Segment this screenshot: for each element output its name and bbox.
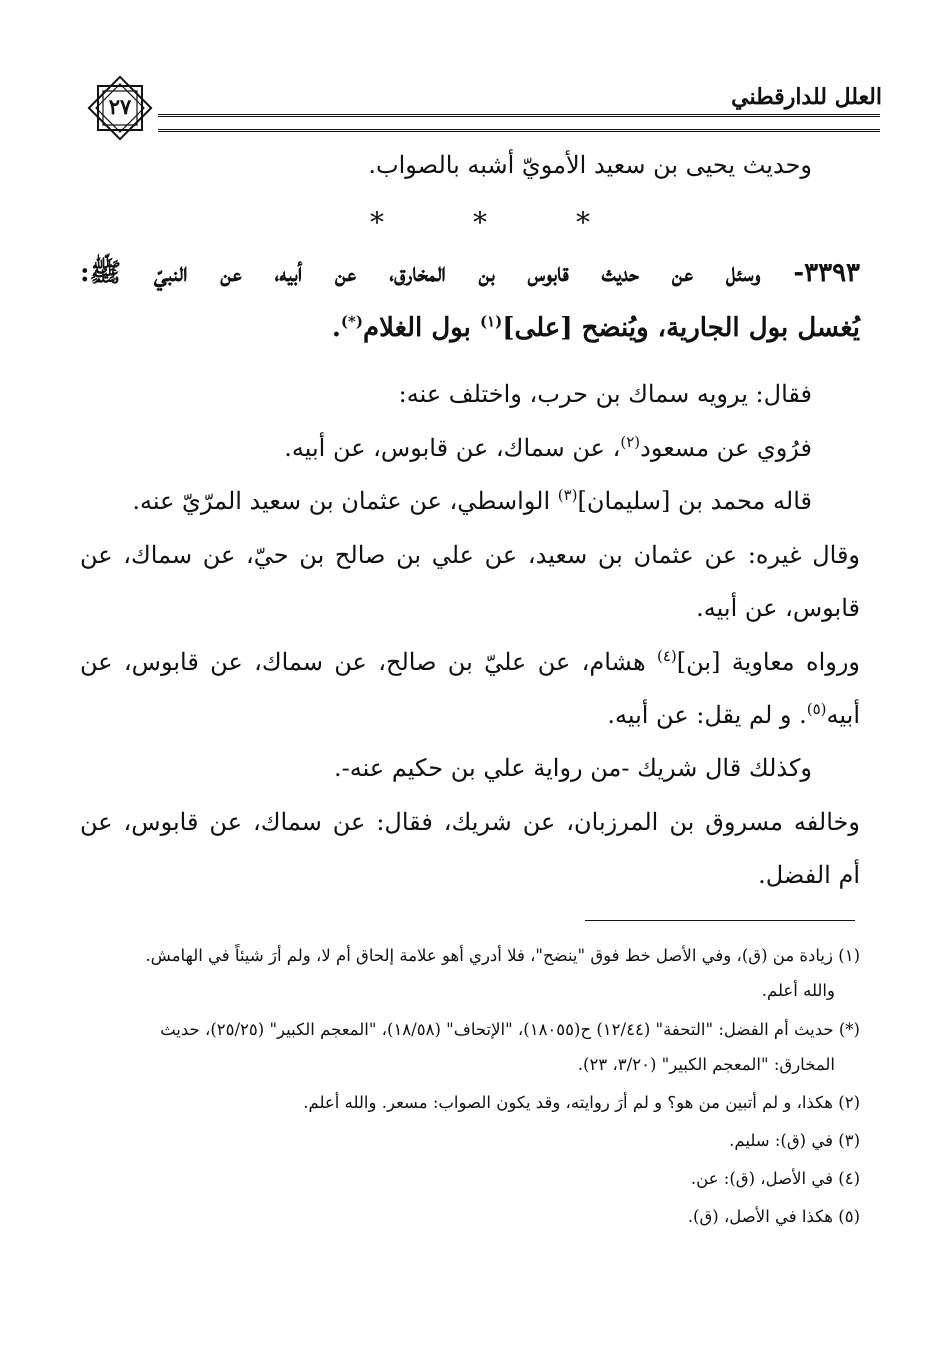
separator-star: * [473, 206, 487, 239]
section-separator [370, 206, 590, 239]
footnote-line: (٥) هكذا في الأصل، (ق). [687, 1207, 860, 1226]
footnote-ref: (٣) [557, 486, 578, 504]
footnote-line: (٣) في (ق): سليم. [729, 1131, 860, 1150]
footnote-line: والله أعلم. [761, 981, 835, 1000]
header-rule [158, 114, 880, 132]
text-line: قابوس، عن أبيه. [696, 594, 860, 622]
footnote-line: (٢) هكذا، و لم أتبين من هو؟ و لم أرَ روايته، وقد يكون الصواب: مسعر. والله أعلم. [303, 1093, 860, 1112]
text-line: وقال غيره: عن عثمان بن سعيد، عن علي بن صالح بن حيّ، عن سماك، عن [80, 541, 860, 569]
footnote-ref: (٥) [806, 700, 827, 718]
footnote-line: (*) حديث أم الفضل: "التحفة" (١٢/٤٤) ح(١٨٠٥٥)، "الإتحاف" (١٨/٥٨)، "المعجم الكبير" (٢٥/٢٥)، حديث [160, 1020, 860, 1039]
footnote-ref: (١) [479, 312, 503, 331]
text-line: وحديث يحيى بن سعيد الأمويّ أشبه بالصواب. [368, 151, 812, 179]
footnote-line: المخارق: "المعجم الكبير" (٣/٢٠، ٢٣). [577, 1055, 835, 1074]
book-title: العلل للدارقطني [731, 84, 882, 110]
text-line: وخالفه مسروق بن المرزبان، عن شريك، فقال: عن سماك، عن قابوس، عن [80, 808, 860, 836]
page-number: ٢٧ [108, 94, 132, 119]
text-line: قاله محمد بن [سليمان]$^{(٣)}$ الواسطي، عن عثمان بن سعيد المرّيّ عنه. [132, 486, 812, 515]
text-line: فرُوي عن مسعود$^{(٢)}$، عن سماك، عن قابوس، عن أبيه. [284, 433, 812, 462]
question-heading-line: يُغسل بول الجارية، ويُنضح [على]$^{(١)}$ بول الغلام(*). [331, 312, 860, 343]
page-number-badge [84, 72, 156, 144]
text-line: وكذلك قال شريك -من رواية علي بن حكيم عنه-. [334, 754, 812, 782]
footnote-divider [585, 920, 855, 921]
footnote-ref: (٢) [620, 433, 641, 451]
text-line: ورواه معاوية [بن]$^{(٤)}$ هشام، عن عليّ بن صالح، عن سماك، عن قابوس، عن [80, 647, 861, 676]
question-heading-line: ٣٣٩٣- وسئل عن حديث قابوس بن المخارق، عن أبيه، عن النبيّ ﷺ: [80, 258, 860, 288]
text-line: فقال: يرويه سماك بن حرب، واختلف عنه: [398, 380, 812, 408]
footnote-ref: (٤) [656, 647, 677, 665]
footnote-line: (٤) في الأصل، (ق): عن. [690, 1169, 860, 1188]
separator-star: * [370, 206, 384, 239]
text-line: أبيه$^{(٥)}$. و لم يقل: عن أبيه. [607, 700, 860, 729]
footnote-ref: (*) [340, 312, 363, 331]
text-line: أم الفضل. [758, 861, 860, 889]
separator-star: * [576, 206, 590, 239]
footnote-line: (١) زيادة من (ق)، وفي الأصل خط فوق "ينضح"، فلا أدري أهو علامة إلحاق أم لا، ولم أرَ شيئاً في الهامش. [145, 946, 860, 965]
